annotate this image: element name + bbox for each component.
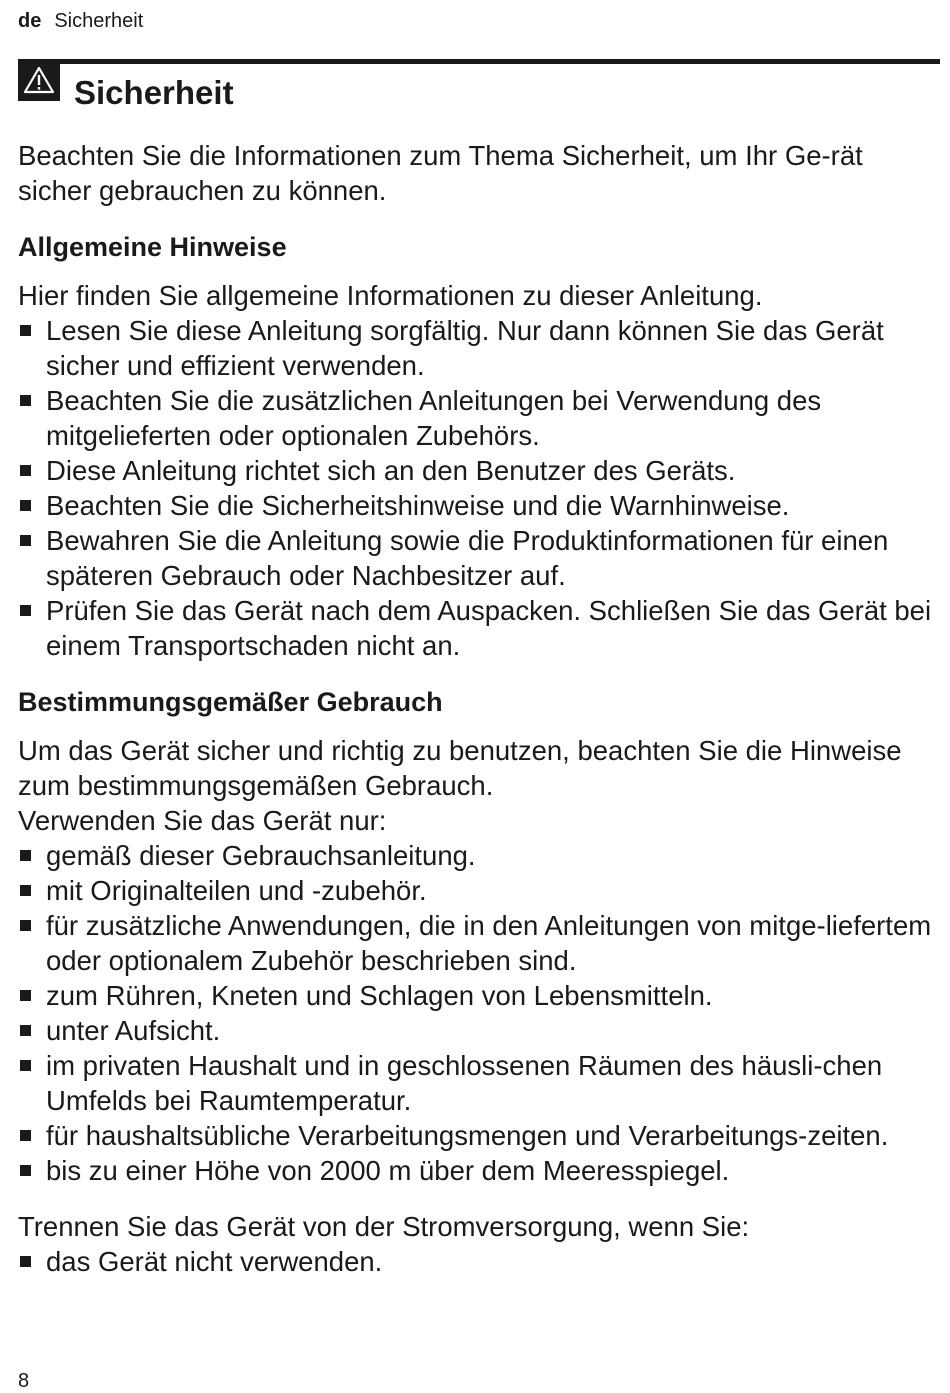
language-code: de bbox=[18, 10, 42, 32]
list-item: Beachten Sie die zusätzlichen Anleitungen bei Verwendung des mitgelieferten oder optionalen Zubehörs. bbox=[18, 383, 940, 453]
page-number: 8 bbox=[18, 1370, 30, 1392]
heading-general-notes: Allgemeine Hinweise bbox=[18, 232, 287, 262]
section-rule bbox=[18, 59, 940, 64]
list-item: Lesen Sie diese Anleitung sorgfältig. Nur dann können Sie das Gerät sicher und effizient verwenden. bbox=[18, 313, 940, 383]
list-item: bis zu einer Höhe von 2000 m über dem Meeresspiegel. bbox=[18, 1153, 940, 1188]
list-item: Bewahren Sie die Anleitung sowie die Produktinformationen für einen späteren Gebrauch oder Nachbesitzer auf. bbox=[18, 523, 940, 593]
disconnect-list bbox=[18, 1244, 940, 1279]
list-item: Diese Anleitung richtet sich an den Benutzer des Geräts. bbox=[18, 453, 940, 488]
list-item: für zusätzliche Anwendungen, die in den Anleitungen von mitge-liefertem oder optionalem Zubehör beschrieben sind. bbox=[18, 908, 940, 978]
heading-intended-use: Bestimmungsgemäßer Gebrauch bbox=[18, 687, 443, 717]
list-item: gemäß dieser Gebrauchsanleitung. bbox=[18, 838, 940, 873]
intended-use-lead-2: Verwenden Sie das Gerät nur: bbox=[18, 805, 387, 836]
intro-paragraph: Beachten Sie die Informationen zum Thema Sicherheit, um Ihr Ge-rät sicher gebrauchen zu können. bbox=[18, 140, 863, 206]
list-item: Prüfen Sie das Gerät nach dem Auspacken. Schließen Sie das Gerät bei einem Transportschaden nicht an. bbox=[18, 593, 940, 663]
list-item: Beachten Sie die Sicherheitshinweise und die Warnhinweise. bbox=[18, 488, 940, 523]
warning-triangle-icon bbox=[18, 59, 60, 101]
running-header bbox=[18, 9, 143, 33]
list-item: das Gerät nicht verwenden. bbox=[18, 1244, 940, 1279]
intended-use-list bbox=[18, 838, 940, 1188]
header-section: Sicherheit bbox=[54, 10, 144, 32]
disconnect-lead: Trennen Sie das Gerät von der Stromversorgung, wenn Sie: bbox=[18, 1211, 750, 1242]
list-item: unter Aufsicht. bbox=[18, 1013, 940, 1048]
list-item: zum Rühren, Kneten und Schlagen von Lebensmitteln. bbox=[18, 978, 940, 1013]
general-notes-list bbox=[18, 313, 940, 663]
list-item: für haushaltsübliche Verarbeitungsmengen und Verarbeitungs-zeiten. bbox=[18, 1118, 940, 1153]
document-body bbox=[18, 138, 940, 1279]
list-item: mit Originalteilen und -zubehör. bbox=[18, 873, 940, 908]
list-item: im privaten Haushalt und in geschlossenen Räumen des häusli-chen Umfelds bei Raumtemperatur. bbox=[18, 1048, 940, 1118]
general-lead: Hier finden Sie allgemeine Informationen zu dieser Anleitung. bbox=[18, 280, 763, 311]
page-title: Sicherheit bbox=[74, 74, 234, 111]
intended-use-lead: Um das Gerät sicher und richtig zu benutzen, beachten Sie die Hinweise zum bestimmungsgemäßen Gebrauch. bbox=[18, 735, 902, 801]
